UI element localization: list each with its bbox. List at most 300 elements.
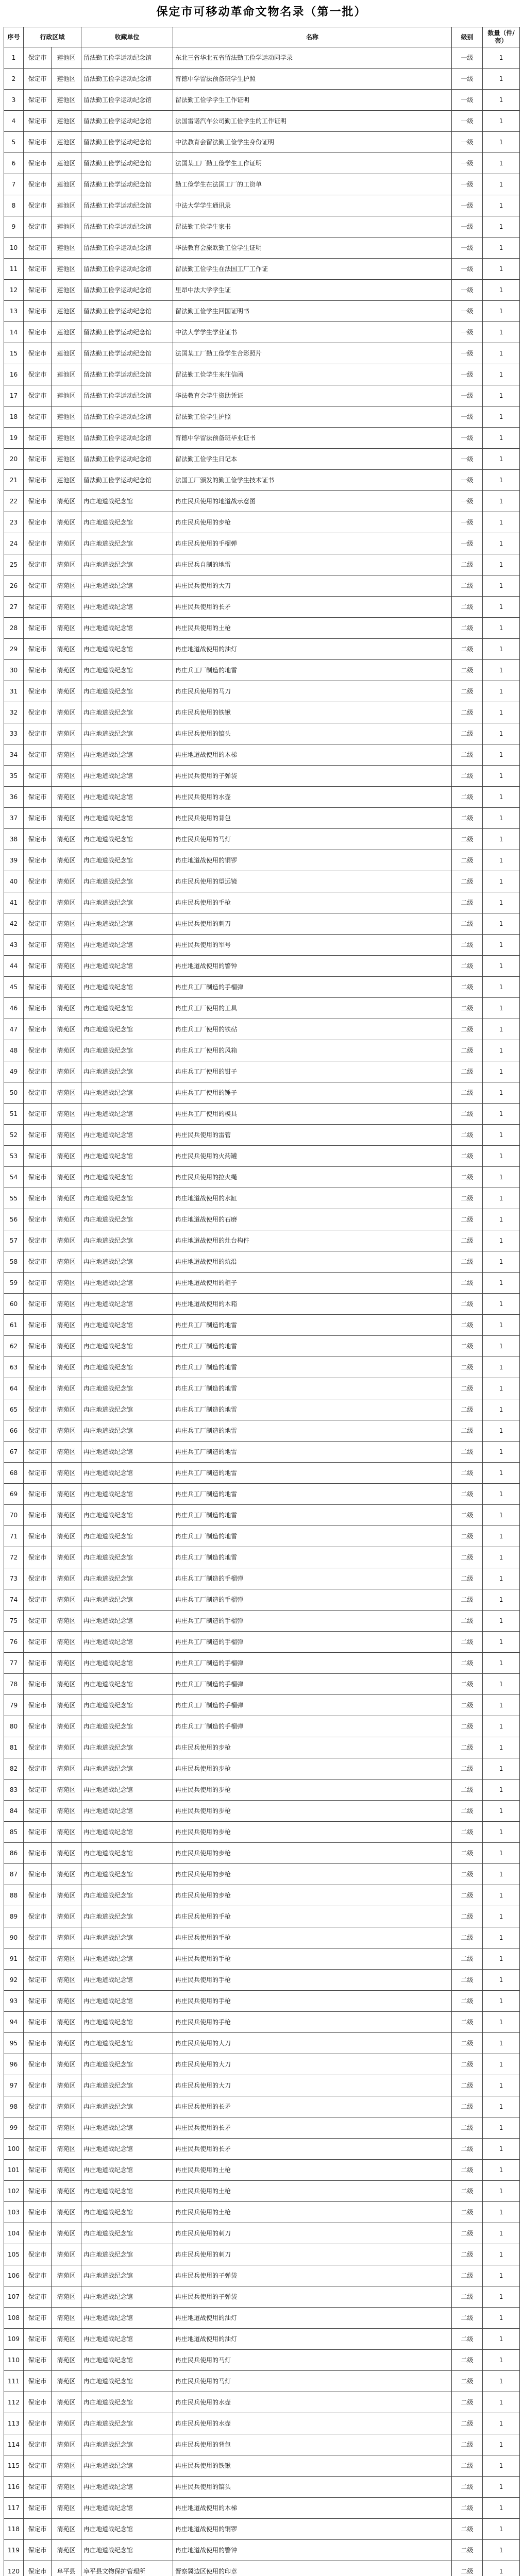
county-cell: 清苑区 bbox=[52, 1209, 81, 1230]
city-cell: 保定市 bbox=[24, 1061, 52, 1082]
name-cell: 冉庄兵工厂制造的手榴弹 bbox=[173, 1695, 452, 1716]
table-row bbox=[4, 1737, 520, 1758]
grade-cell: 二级 bbox=[452, 1336, 483, 1357]
seq-cell: 109 bbox=[4, 2329, 24, 2350]
seq-cell: 99 bbox=[4, 2117, 24, 2139]
city-cell: 保定市 bbox=[24, 449, 52, 470]
county-cell: 清苑区 bbox=[52, 1040, 81, 1061]
seq-cell: 116 bbox=[4, 2477, 24, 2498]
name-cell: 冉庄民兵使用的水壶 bbox=[173, 787, 452, 808]
city-cell: 保定市 bbox=[24, 935, 52, 956]
table-row bbox=[4, 1209, 520, 1230]
table-row bbox=[4, 1589, 520, 1611]
seq-cell: 40 bbox=[4, 871, 24, 892]
table-row bbox=[4, 533, 520, 554]
seq-cell: 67 bbox=[4, 1442, 24, 1463]
county-cell: 莲池区 bbox=[52, 364, 81, 385]
unit-cell: 冉庄地道战纪念馆 bbox=[81, 808, 173, 829]
seq-cell: 46 bbox=[4, 998, 24, 1019]
table-row bbox=[4, 1188, 520, 1209]
city-cell: 保定市 bbox=[24, 1737, 52, 1758]
qty-cell: 1 bbox=[483, 1674, 520, 1695]
unit-cell: 冉庄地道战纪念馆 bbox=[81, 2096, 173, 2117]
table-row bbox=[4, 470, 520, 491]
qty-cell: 1 bbox=[483, 259, 520, 280]
qty-cell: 1 bbox=[483, 1589, 520, 1611]
qty-cell: 1 bbox=[483, 681, 520, 702]
name-cell: 晋察冀边区使用的印章 bbox=[173, 2561, 452, 2576]
table-row bbox=[4, 766, 520, 787]
qty-cell: 1 bbox=[483, 2540, 520, 2561]
county-cell: 清苑区 bbox=[52, 2413, 81, 2434]
table-row bbox=[4, 1758, 520, 1780]
city-cell: 保定市 bbox=[24, 470, 52, 491]
city-cell: 保定市 bbox=[24, 829, 52, 850]
grade-cell: 二级 bbox=[452, 1420, 483, 1442]
seq-cell: 76 bbox=[4, 1632, 24, 1653]
seq-cell: 56 bbox=[4, 1209, 24, 1230]
grade-cell: 二级 bbox=[452, 2371, 483, 2392]
name-cell: 冉庄民兵自制的地雷 bbox=[173, 554, 452, 575]
county-cell: 莲池区 bbox=[52, 301, 81, 322]
table-row bbox=[4, 174, 520, 195]
qty-cell: 1 bbox=[483, 998, 520, 1019]
unit-cell: 冉庄地道战纪念馆 bbox=[81, 618, 173, 639]
grade-cell: 二级 bbox=[452, 1695, 483, 1716]
qty-cell: 1 bbox=[483, 2033, 520, 2054]
unit-cell: 冉庄地道战纪念馆 bbox=[81, 2075, 173, 2096]
grade-cell: 二级 bbox=[452, 2350, 483, 2371]
qty-cell: 1 bbox=[483, 1061, 520, 1082]
name-cell: 冉庄民兵使用的步枪 bbox=[173, 1758, 452, 1780]
county-cell: 莲池区 bbox=[52, 322, 81, 343]
seq-cell: 74 bbox=[4, 1589, 24, 1611]
table-row bbox=[4, 892, 520, 913]
unit-cell: 冉庄地道战纪念馆 bbox=[81, 1019, 173, 1040]
unit-cell: 留法勤工俭学运动纪念馆 bbox=[81, 47, 173, 69]
unit-cell: 冉庄地道战纪念馆 bbox=[81, 1040, 173, 1061]
city-cell: 保定市 bbox=[24, 2498, 52, 2519]
seq-cell: 59 bbox=[4, 1273, 24, 1294]
unit-cell: 留法勤工俭学运动纪念馆 bbox=[81, 69, 173, 90]
seq-cell: 94 bbox=[4, 2012, 24, 2033]
grade-cell: 二级 bbox=[452, 2540, 483, 2561]
unit-cell: 冉庄地道战纪念馆 bbox=[81, 1061, 173, 1082]
name-cell: 冉庄兵工厂使用的模具 bbox=[173, 1104, 452, 1125]
city-cell: 保定市 bbox=[24, 1822, 52, 1843]
city-cell: 保定市 bbox=[24, 597, 52, 618]
name-cell: 冉庄民兵使用的手枪 bbox=[173, 1948, 452, 1970]
seq-cell: 106 bbox=[4, 2265, 24, 2286]
city-cell: 保定市 bbox=[24, 681, 52, 702]
county-cell: 清苑区 bbox=[52, 2265, 81, 2286]
county-cell: 清苑区 bbox=[52, 2054, 81, 2075]
grade-cell: 二级 bbox=[452, 1674, 483, 1695]
seq-cell: 117 bbox=[4, 2498, 24, 2519]
qty-cell: 1 bbox=[483, 871, 520, 892]
header-region: 行政区域 bbox=[24, 27, 81, 47]
city-cell: 保定市 bbox=[24, 2540, 52, 2561]
table-row bbox=[4, 2244, 520, 2265]
seq-cell: 7 bbox=[4, 174, 24, 195]
city-cell: 保定市 bbox=[24, 491, 52, 512]
qty-cell: 1 bbox=[483, 322, 520, 343]
grade-cell: 二级 bbox=[452, 1843, 483, 1864]
county-cell: 清苑区 bbox=[52, 1843, 81, 1864]
city-cell: 保定市 bbox=[24, 1357, 52, 1378]
name-cell: 冉庄民兵使用的火药罐 bbox=[173, 1146, 452, 1167]
qty-cell: 1 bbox=[483, 1104, 520, 1125]
table-row bbox=[4, 1019, 520, 1040]
name-cell: 冉庄兵工厂使用的风箱 bbox=[173, 1040, 452, 1061]
name-cell: 法国某工厂勤工俭学生合影照片 bbox=[173, 343, 452, 364]
table-header-row bbox=[4, 27, 520, 47]
county-cell: 清苑区 bbox=[52, 2455, 81, 2477]
qty-cell: 1 bbox=[483, 2455, 520, 2477]
grade-cell: 二级 bbox=[452, 977, 483, 998]
unit-cell: 冉庄地道战纪念馆 bbox=[81, 2012, 173, 2033]
seq-cell: 110 bbox=[4, 2350, 24, 2371]
name-cell: 冉庄民兵使用的拉火绳 bbox=[173, 1167, 452, 1188]
county-cell: 清苑区 bbox=[52, 787, 81, 808]
table-row bbox=[4, 2434, 520, 2455]
county-cell: 清苑区 bbox=[52, 1336, 81, 1357]
seq-cell: 100 bbox=[4, 2139, 24, 2160]
city-cell: 保定市 bbox=[24, 1484, 52, 1505]
grade-cell: 二级 bbox=[452, 1251, 483, 1273]
table-row bbox=[4, 1061, 520, 1082]
table-row bbox=[4, 512, 520, 533]
grade-cell: 二级 bbox=[452, 1125, 483, 1146]
seq-cell: 39 bbox=[4, 850, 24, 871]
name-cell: 法国雷诺汽车公司勤工俭学生的工作证明 bbox=[173, 111, 452, 132]
qty-cell: 1 bbox=[483, 2096, 520, 2117]
table-row bbox=[4, 1336, 520, 1357]
seq-cell: 10 bbox=[4, 238, 24, 259]
name-cell: 冉庄兵工厂制造的地雷 bbox=[173, 1357, 452, 1378]
table-row bbox=[4, 2139, 520, 2160]
county-cell: 清苑区 bbox=[52, 575, 81, 597]
table-row bbox=[4, 259, 520, 280]
grade-cell: 二级 bbox=[452, 1589, 483, 1611]
county-cell: 莲池区 bbox=[52, 47, 81, 69]
table-row bbox=[4, 2075, 520, 2096]
table-row bbox=[4, 597, 520, 618]
county-cell: 清苑区 bbox=[52, 1737, 81, 1758]
unit-cell: 冉庄地道战纪念馆 bbox=[81, 1167, 173, 1188]
table-row bbox=[4, 449, 520, 470]
qty-cell: 1 bbox=[483, 428, 520, 449]
name-cell: 冉庄地道战使用的警钟 bbox=[173, 956, 452, 977]
city-cell: 保定市 bbox=[24, 1230, 52, 1251]
name-cell: 冉庄兵工厂制造的手榴弹 bbox=[173, 1653, 452, 1674]
grade-cell: 二级 bbox=[452, 1716, 483, 1737]
grade-cell: 二级 bbox=[452, 1991, 483, 2012]
grade-cell: 二级 bbox=[452, 639, 483, 660]
county-cell: 清苑区 bbox=[52, 1125, 81, 1146]
name-cell: 冉庄地道战使用的柜子 bbox=[173, 1273, 452, 1294]
county-cell: 清苑区 bbox=[52, 1061, 81, 1082]
unit-cell: 冉庄地道战纪念馆 bbox=[81, 2434, 173, 2455]
grade-cell: 二级 bbox=[452, 1357, 483, 1378]
qty-cell: 1 bbox=[483, 280, 520, 301]
table-row bbox=[4, 1611, 520, 1632]
qty-cell: 1 bbox=[483, 554, 520, 575]
unit-cell: 留法勤工俭学运动纪念馆 bbox=[81, 90, 173, 111]
table-row bbox=[4, 1970, 520, 1991]
seq-cell: 63 bbox=[4, 1357, 24, 1378]
city-cell: 保定市 bbox=[24, 2054, 52, 2075]
qty-cell: 1 bbox=[483, 1294, 520, 1315]
city-cell: 保定市 bbox=[24, 385, 52, 406]
qty-cell: 1 bbox=[483, 1188, 520, 1209]
seq-cell: 44 bbox=[4, 956, 24, 977]
qty-cell: 1 bbox=[483, 1505, 520, 1526]
city-cell: 保定市 bbox=[24, 1040, 52, 1061]
grade-cell: 二级 bbox=[452, 2286, 483, 2308]
seq-cell: 45 bbox=[4, 977, 24, 998]
seq-cell: 15 bbox=[4, 343, 24, 364]
county-cell: 清苑区 bbox=[52, 2329, 81, 2350]
grade-cell: 二级 bbox=[452, 1653, 483, 1674]
qty-cell: 1 bbox=[483, 174, 520, 195]
table-row bbox=[4, 90, 520, 111]
name-cell: 冉庄兵工厂制造的地雷 bbox=[173, 1463, 452, 1484]
seq-cell: 85 bbox=[4, 1822, 24, 1843]
grade-cell: 二级 bbox=[452, 2181, 483, 2202]
county-cell: 清苑区 bbox=[52, 1780, 81, 1801]
qty-cell: 1 bbox=[483, 1420, 520, 1442]
seq-cell: 48 bbox=[4, 1040, 24, 1061]
table-row bbox=[4, 1357, 520, 1378]
seq-cell: 27 bbox=[4, 597, 24, 618]
qty-cell: 1 bbox=[483, 766, 520, 787]
qty-cell: 1 bbox=[483, 2286, 520, 2308]
city-cell: 保定市 bbox=[24, 766, 52, 787]
unit-cell: 冉庄地道战纪念馆 bbox=[81, 1843, 173, 1864]
county-cell: 清苑区 bbox=[52, 1885, 81, 1906]
unit-cell: 冉庄地道战纪念馆 bbox=[81, 2202, 173, 2223]
city-cell: 保定市 bbox=[24, 871, 52, 892]
city-cell: 保定市 bbox=[24, 1716, 52, 1737]
table-row bbox=[4, 1948, 520, 1970]
table-row bbox=[4, 1843, 520, 1864]
name-cell: 冉庄兵工厂制造的地雷 bbox=[173, 1505, 452, 1526]
county-cell: 清苑区 bbox=[52, 1294, 81, 1315]
grade-cell: 二级 bbox=[452, 2244, 483, 2265]
name-cell: 冉庄民兵使用的铁锹 bbox=[173, 2455, 452, 2477]
table-row bbox=[4, 364, 520, 385]
name-cell: 冉庄兵工厂制造的手榴弹 bbox=[173, 1568, 452, 1589]
table-row bbox=[4, 956, 520, 977]
grade-cell: 二级 bbox=[452, 702, 483, 723]
unit-cell: 冉庄地道战纪念馆 bbox=[81, 2371, 173, 2392]
county-cell: 莲池区 bbox=[52, 385, 81, 406]
grade-cell: 二级 bbox=[452, 2329, 483, 2350]
name-cell: 里昂中法大学学生证 bbox=[173, 280, 452, 301]
city-cell: 保定市 bbox=[24, 153, 52, 174]
name-cell: 冉庄民兵使用的手枪 bbox=[173, 1991, 452, 2012]
county-cell: 清苑区 bbox=[52, 2519, 81, 2540]
grade-cell: 二级 bbox=[452, 1484, 483, 1505]
name-cell: 冉庄民兵使用的军号 bbox=[173, 935, 452, 956]
city-cell: 保定市 bbox=[24, 2455, 52, 2477]
qty-cell: 1 bbox=[483, 977, 520, 998]
city-cell: 保定市 bbox=[24, 280, 52, 301]
grade-cell: 二级 bbox=[452, 2223, 483, 2244]
county-cell: 清苑区 bbox=[52, 1716, 81, 1737]
table-row bbox=[4, 1442, 520, 1463]
city-cell: 保定市 bbox=[24, 2033, 52, 2054]
qty-cell: 1 bbox=[483, 406, 520, 428]
table-row bbox=[4, 2477, 520, 2498]
city-cell: 保定市 bbox=[24, 2329, 52, 2350]
grade-cell: 二级 bbox=[452, 1885, 483, 1906]
county-cell: 清苑区 bbox=[52, 1082, 81, 1104]
table-row bbox=[4, 1167, 520, 1188]
unit-cell: 留法勤工俭学运动纪念馆 bbox=[81, 111, 173, 132]
table-row bbox=[4, 1104, 520, 1125]
table-row bbox=[4, 491, 520, 512]
grade-cell: 二级 bbox=[452, 2265, 483, 2286]
unit-cell: 冉庄地道战纪念馆 bbox=[81, 2350, 173, 2371]
unit-cell: 冉庄地道战纪念馆 bbox=[81, 1948, 173, 1970]
qty-cell: 1 bbox=[483, 1547, 520, 1568]
county-cell: 清苑区 bbox=[52, 1399, 81, 1420]
name-cell: 冉庄民兵使用的手枪 bbox=[173, 1970, 452, 1991]
city-cell: 保定市 bbox=[24, 2181, 52, 2202]
unit-cell: 冉庄地道战纪念馆 bbox=[81, 2477, 173, 2498]
grade-cell: 二级 bbox=[452, 913, 483, 935]
table-body bbox=[4, 47, 520, 2576]
unit-cell: 留法勤工俭学运动纪念馆 bbox=[81, 322, 173, 343]
unit-cell: 留法勤工俭学运动纪念馆 bbox=[81, 132, 173, 153]
unit-cell: 留法勤工俭学运动纪念馆 bbox=[81, 238, 173, 259]
county-cell: 清苑区 bbox=[52, 1104, 81, 1125]
qty-cell: 1 bbox=[483, 1927, 520, 1948]
qty-cell: 1 bbox=[483, 1991, 520, 2012]
grade-cell: 二级 bbox=[452, 1188, 483, 1209]
table-row bbox=[4, 2498, 520, 2519]
qty-cell: 1 bbox=[483, 1399, 520, 1420]
name-cell: 冉庄地道战使用的木梯 bbox=[173, 744, 452, 766]
unit-cell: 留法勤工俭学运动纪念馆 bbox=[81, 280, 173, 301]
city-cell: 保定市 bbox=[24, 69, 52, 90]
unit-cell: 冉庄地道战纪念馆 bbox=[81, 1294, 173, 1315]
unit-cell: 留法勤工俭学运动纪念馆 bbox=[81, 301, 173, 322]
seq-cell: 75 bbox=[4, 1611, 24, 1632]
county-cell: 清苑区 bbox=[52, 1991, 81, 2012]
county-cell: 清苑区 bbox=[52, 1589, 81, 1611]
seq-cell: 33 bbox=[4, 723, 24, 744]
county-cell: 清苑区 bbox=[52, 2244, 81, 2265]
qty-cell: 1 bbox=[483, 723, 520, 744]
unit-cell: 冉庄地道战纪念馆 bbox=[81, 1674, 173, 1695]
name-cell: 冉庄地道战使用的铜锣 bbox=[173, 850, 452, 871]
seq-cell: 86 bbox=[4, 1843, 24, 1864]
qty-cell: 1 bbox=[483, 1780, 520, 1801]
name-cell: 华法教育会旅欧勤工俭学生证明 bbox=[173, 238, 452, 259]
grade-cell: 二级 bbox=[452, 2308, 483, 2329]
city-cell: 保定市 bbox=[24, 1674, 52, 1695]
county-cell: 清苑区 bbox=[52, 1758, 81, 1780]
county-cell: 清苑区 bbox=[52, 2033, 81, 2054]
table-row bbox=[4, 1040, 520, 1061]
qty-cell: 1 bbox=[483, 744, 520, 766]
grade-cell: 二级 bbox=[452, 2202, 483, 2223]
seq-cell: 28 bbox=[4, 618, 24, 639]
name-cell: 勤工俭学生在法国工厂的工资单 bbox=[173, 174, 452, 195]
seq-cell: 114 bbox=[4, 2434, 24, 2455]
table-row bbox=[4, 1125, 520, 1146]
county-cell: 清苑区 bbox=[52, 1315, 81, 1336]
grade-cell: 二级 bbox=[452, 1040, 483, 1061]
county-cell: 清苑区 bbox=[52, 2160, 81, 2181]
unit-cell: 冉庄地道战纪念馆 bbox=[81, 829, 173, 850]
qty-cell: 1 bbox=[483, 1758, 520, 1780]
seq-cell: 83 bbox=[4, 1780, 24, 1801]
county-cell: 清苑区 bbox=[52, 2477, 81, 2498]
qty-cell: 1 bbox=[483, 1442, 520, 1463]
county-cell: 莲池区 bbox=[52, 153, 81, 174]
grade-cell: 二级 bbox=[452, 2160, 483, 2181]
county-cell: 清苑区 bbox=[52, 1230, 81, 1251]
qty-cell: 1 bbox=[483, 2498, 520, 2519]
grade-cell: 二级 bbox=[452, 2012, 483, 2033]
table-row bbox=[4, 977, 520, 998]
seq-cell: 68 bbox=[4, 1463, 24, 1484]
county-cell: 清苑区 bbox=[52, 1822, 81, 1843]
seq-cell: 58 bbox=[4, 1251, 24, 1273]
county-cell: 清苑区 bbox=[52, 1167, 81, 1188]
header-name: 名称 bbox=[173, 27, 452, 47]
seq-cell: 89 bbox=[4, 1906, 24, 1927]
unit-cell: 冉庄地道战纪念馆 bbox=[81, 956, 173, 977]
name-cell: 冉庄地道战使用的油灯 bbox=[173, 2329, 452, 2350]
qty-cell: 1 bbox=[483, 90, 520, 111]
county-cell: 清苑区 bbox=[52, 2181, 81, 2202]
seq-cell: 72 bbox=[4, 1547, 24, 1568]
table-row bbox=[4, 2033, 520, 2054]
table-row bbox=[4, 808, 520, 829]
grade-cell: 二级 bbox=[452, 1927, 483, 1948]
table-row bbox=[4, 385, 520, 406]
unit-cell: 冉庄地道战纪念馆 bbox=[81, 1822, 173, 1843]
table-row bbox=[4, 47, 520, 69]
seq-cell: 108 bbox=[4, 2308, 24, 2329]
city-cell: 保定市 bbox=[24, 2286, 52, 2308]
unit-cell: 留法勤工俭学运动纪念馆 bbox=[81, 153, 173, 174]
table-row bbox=[4, 618, 520, 639]
unit-cell: 阜平县文物保护管理所 bbox=[81, 2561, 173, 2576]
unit-cell: 冉庄地道战纪念馆 bbox=[81, 2392, 173, 2413]
name-cell: 冉庄地道战使用的油灯 bbox=[173, 2308, 452, 2329]
grade-cell: 二级 bbox=[452, 1864, 483, 1885]
city-cell: 保定市 bbox=[24, 2012, 52, 2033]
seq-cell: 34 bbox=[4, 744, 24, 766]
seq-cell: 49 bbox=[4, 1061, 24, 1082]
unit-cell: 冉庄地道战纪念馆 bbox=[81, 575, 173, 597]
city-cell: 保定市 bbox=[24, 343, 52, 364]
grade-cell: 二级 bbox=[452, 871, 483, 892]
county-cell: 清苑区 bbox=[52, 1695, 81, 1716]
seq-cell: 60 bbox=[4, 1294, 24, 1315]
unit-cell: 冉庄地道战纪念馆 bbox=[81, 1442, 173, 1463]
unit-cell: 冉庄地道战纪念馆 bbox=[81, 660, 173, 681]
county-cell: 清苑区 bbox=[52, 639, 81, 660]
unit-cell: 留法勤工俭学运动纪念馆 bbox=[81, 449, 173, 470]
seq-cell: 112 bbox=[4, 2392, 24, 2413]
